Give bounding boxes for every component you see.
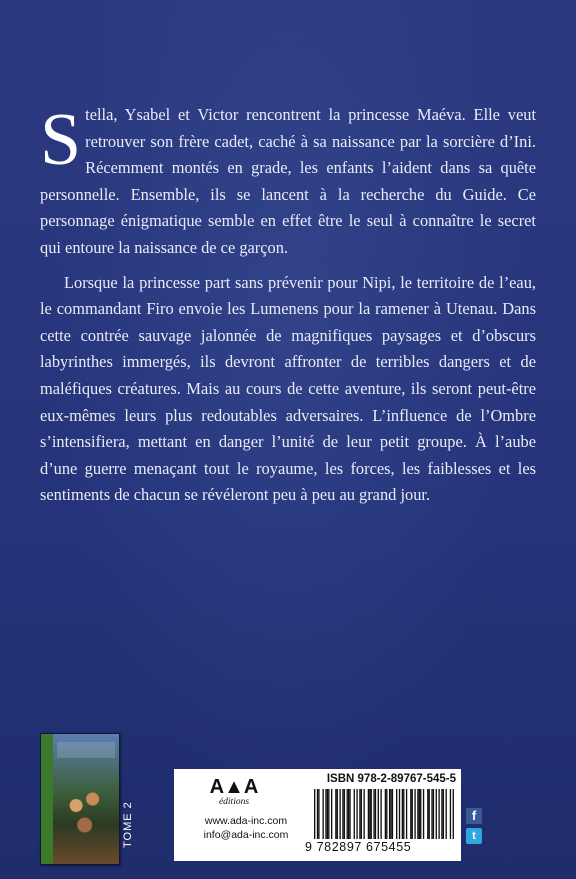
thumbnail-spine xyxy=(41,734,53,864)
logo-mark: A▲A xyxy=(209,776,259,798)
tome-label: TOME 2 xyxy=(122,801,134,849)
drop-cap: S xyxy=(40,99,82,181)
thumbnail-title-band xyxy=(57,742,115,758)
volume-cover-thumbnail xyxy=(40,733,120,865)
synopsis-paragraph-1 xyxy=(40,99,536,262)
facebook-icon[interactable]: f xyxy=(466,808,482,824)
synopsis-paragraph-2: Lorsque la princesse part sans prévenir pour Nipi, le territoire de l’eau, le commandant Firo envoie les Lumenens pour la ramener à Utenau. Dans cette contrée sauvage jalonnée de magnifiques paysages et d’obscurs labyrinthes immergés, ils devront affronter de terribles dangers et de maléfiques créatures. Mais au cours de cette aventure, ils seront peut-être eux-mêmes leurs plus redoutables adversaires. L’influence de l’Ombre s’intensifiera, mettant en danger l’unité de leur petit groupe. À l’aube d’une guerre menaçant tout le royaume, les forces, les faiblesses et les sentiments de chacun se révéleront peu à peu au grand jour. xyxy=(40,272,536,505)
publisher-panel xyxy=(174,769,461,861)
publisher-website[interactable]: www.ada-inc.com xyxy=(204,815,288,827)
publisher-logo xyxy=(204,777,264,813)
barcode xyxy=(314,789,454,839)
barcode-digits: 9 782897 675455 xyxy=(305,840,412,854)
isbn-label: ISBN 978-2-89767-545-5 xyxy=(326,773,456,785)
logo-subtitle: éditions xyxy=(218,797,250,807)
synopsis xyxy=(40,99,536,509)
twitter-icon[interactable]: t xyxy=(466,828,482,844)
publisher-email[interactable]: info@ada-inc.com xyxy=(203,829,289,841)
synopsis-paragraph-1-text: tella, Ysabel et Victor rencontrent la princesse Maéva. Elle veut retrouver son frère cadet, caché à sa naissance par la sorcière d’Ini. Récemment montés en grade, les enfants l’aident dans sa quête personnelle. Ensemble, ils se lancent à la recherche du Guide. Ce personnage énigmatique semble en effet être le seul à connaître le secret qui entoure la naissance de ce garçon. xyxy=(40,105,536,257)
